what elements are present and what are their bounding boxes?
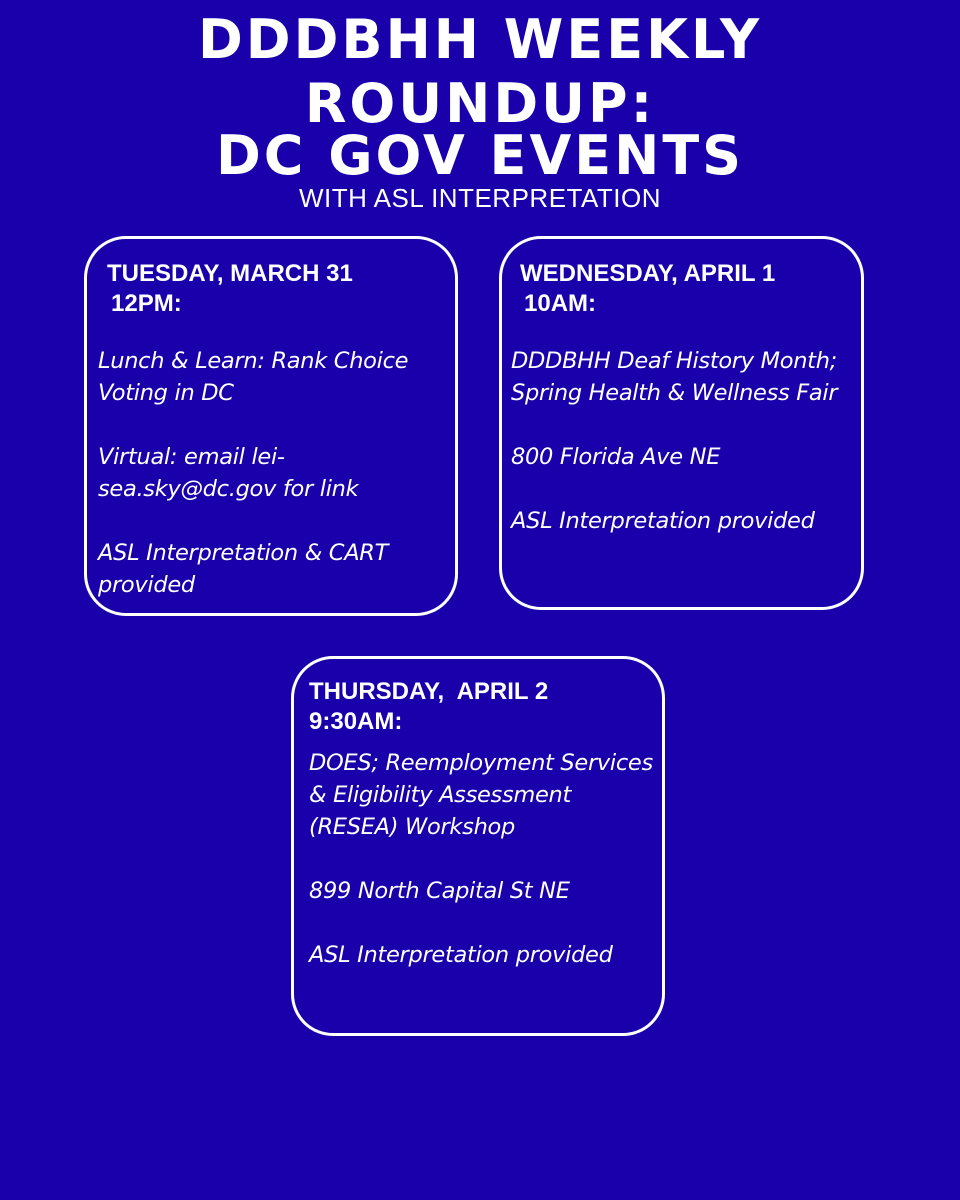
event-datetime <box>309 677 548 737</box>
event-card-tuesday <box>84 236 458 616</box>
event-location: 899 North Capital St NE <box>309 878 570 904</box>
event-title: DOES; Reemployment Services & Eligibility Assessment (RESEA) Workshop <box>309 750 653 840</box>
event-accessibility: ASL Interpretation provided <box>511 508 815 534</box>
event-title: Lunch & Learn: Rank Choice Voting in DC <box>98 348 409 406</box>
subtitle: WITH ASL INTERPRETATION <box>298 183 662 213</box>
event-details <box>511 345 861 537</box>
event-time: 9:30AM: <box>309 708 403 735</box>
event-location: 800 Florida Ave NE <box>511 444 721 470</box>
event-details <box>309 747 659 971</box>
event-datetime <box>107 259 353 319</box>
event-card-thursday <box>291 656 665 1036</box>
event-datetime <box>520 259 775 319</box>
title-line-3: DC GOV EVENTS <box>215 124 745 187</box>
event-accessibility: ASL Interpretation & CART provided <box>98 540 389 598</box>
title-line-1: DDDBHH WEEKLY <box>197 8 763 71</box>
event-card-wednesday <box>499 236 864 610</box>
event-day: TUESDAY, MARCH 31 <box>107 260 353 287</box>
event-details <box>98 345 438 601</box>
event-time: 10AM: <box>524 290 597 317</box>
event-time: 12PM: <box>111 290 182 317</box>
event-day: THURSDAY, APRIL 2 <box>309 678 549 705</box>
event-day: WEDNESDAY, APRIL 1 <box>520 260 776 287</box>
event-location: Virtual: email lei-sea.sky@dc.gov for link <box>98 444 359 502</box>
title-line-2: ROUNDUP: <box>304 72 656 135</box>
event-accessibility: ASL Interpretation provided <box>309 942 613 968</box>
event-title: DDDBHH Deaf History Month; Spring Health & Wellness Fair <box>511 348 838 406</box>
